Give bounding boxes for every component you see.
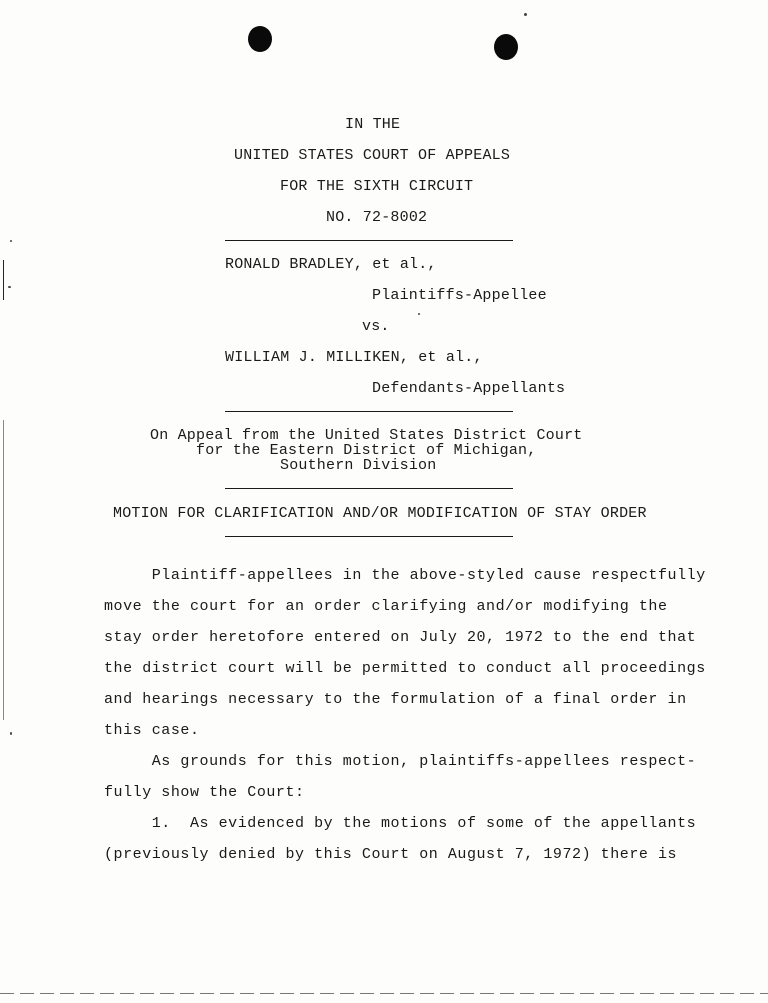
caption-divider (225, 240, 513, 241)
caption-circuit: FOR THE SIXTH CIRCUIT (280, 178, 474, 195)
scan-speck (8, 286, 11, 288)
appeal-line-2: for the Eastern District of Michigan, (196, 442, 537, 459)
caption-case-number: NO. 72-8002 (326, 209, 428, 226)
appeal-line-3: Southern Division (280, 457, 437, 474)
scan-bottom-edge (0, 993, 768, 994)
plaintiff-role: Plaintiffs-Appellee (372, 287, 547, 304)
scan-edge-mark (3, 260, 4, 300)
plaintiff-name: RONALD BRADLEY, et al., (225, 256, 437, 273)
body-line: move the court for an order clarifying and/or modifying the (104, 598, 668, 615)
defendant-role: Defendants-Appellants (372, 380, 566, 397)
body-line: and hearings necessary to the formulation of a final order in (104, 691, 687, 708)
appeal-divider (225, 488, 513, 489)
body-line: stay order heretofore entered on July 20, 1972 to the end that (104, 629, 697, 646)
defendant-name: WILLIAM J. MILLIKEN, et al., (225, 349, 483, 366)
scan-speck (524, 13, 527, 16)
scan-speck (10, 240, 12, 242)
caption-court: UNITED STATES COURT OF APPEALS (234, 147, 511, 164)
body-line: (previously denied by this Court on August 7, 1972) there is (104, 846, 678, 863)
scan-speck (418, 313, 420, 315)
punch-hole-right (494, 34, 518, 60)
motion-title: MOTION FOR CLARIFICATION AND/OR MODIFICATION OF STAY ORDER (113, 505, 647, 522)
appeal-line-1: On Appeal from the United States District Court (150, 427, 583, 444)
body-line: 1. As evidenced by the motions of some of the appellants (104, 815, 697, 832)
body-line: fully show the Court: (104, 784, 305, 801)
title-divider (225, 536, 513, 537)
body-line: the district court will be permitted to conduct all proceedings (104, 660, 706, 677)
versus-label: vs. (362, 318, 390, 335)
body-line: As grounds for this motion, plaintiffs-appellees respect- (104, 753, 697, 770)
punch-hole-left (248, 26, 272, 52)
parties-divider (225, 411, 513, 412)
scan-speck (10, 732, 12, 735)
caption-in-the: IN THE (345, 116, 401, 133)
scan-edge-mark (3, 420, 4, 720)
body-line: this case. (104, 722, 200, 739)
body-line: Plaintiff-appellees in the above-styled cause respectfully (104, 567, 706, 584)
